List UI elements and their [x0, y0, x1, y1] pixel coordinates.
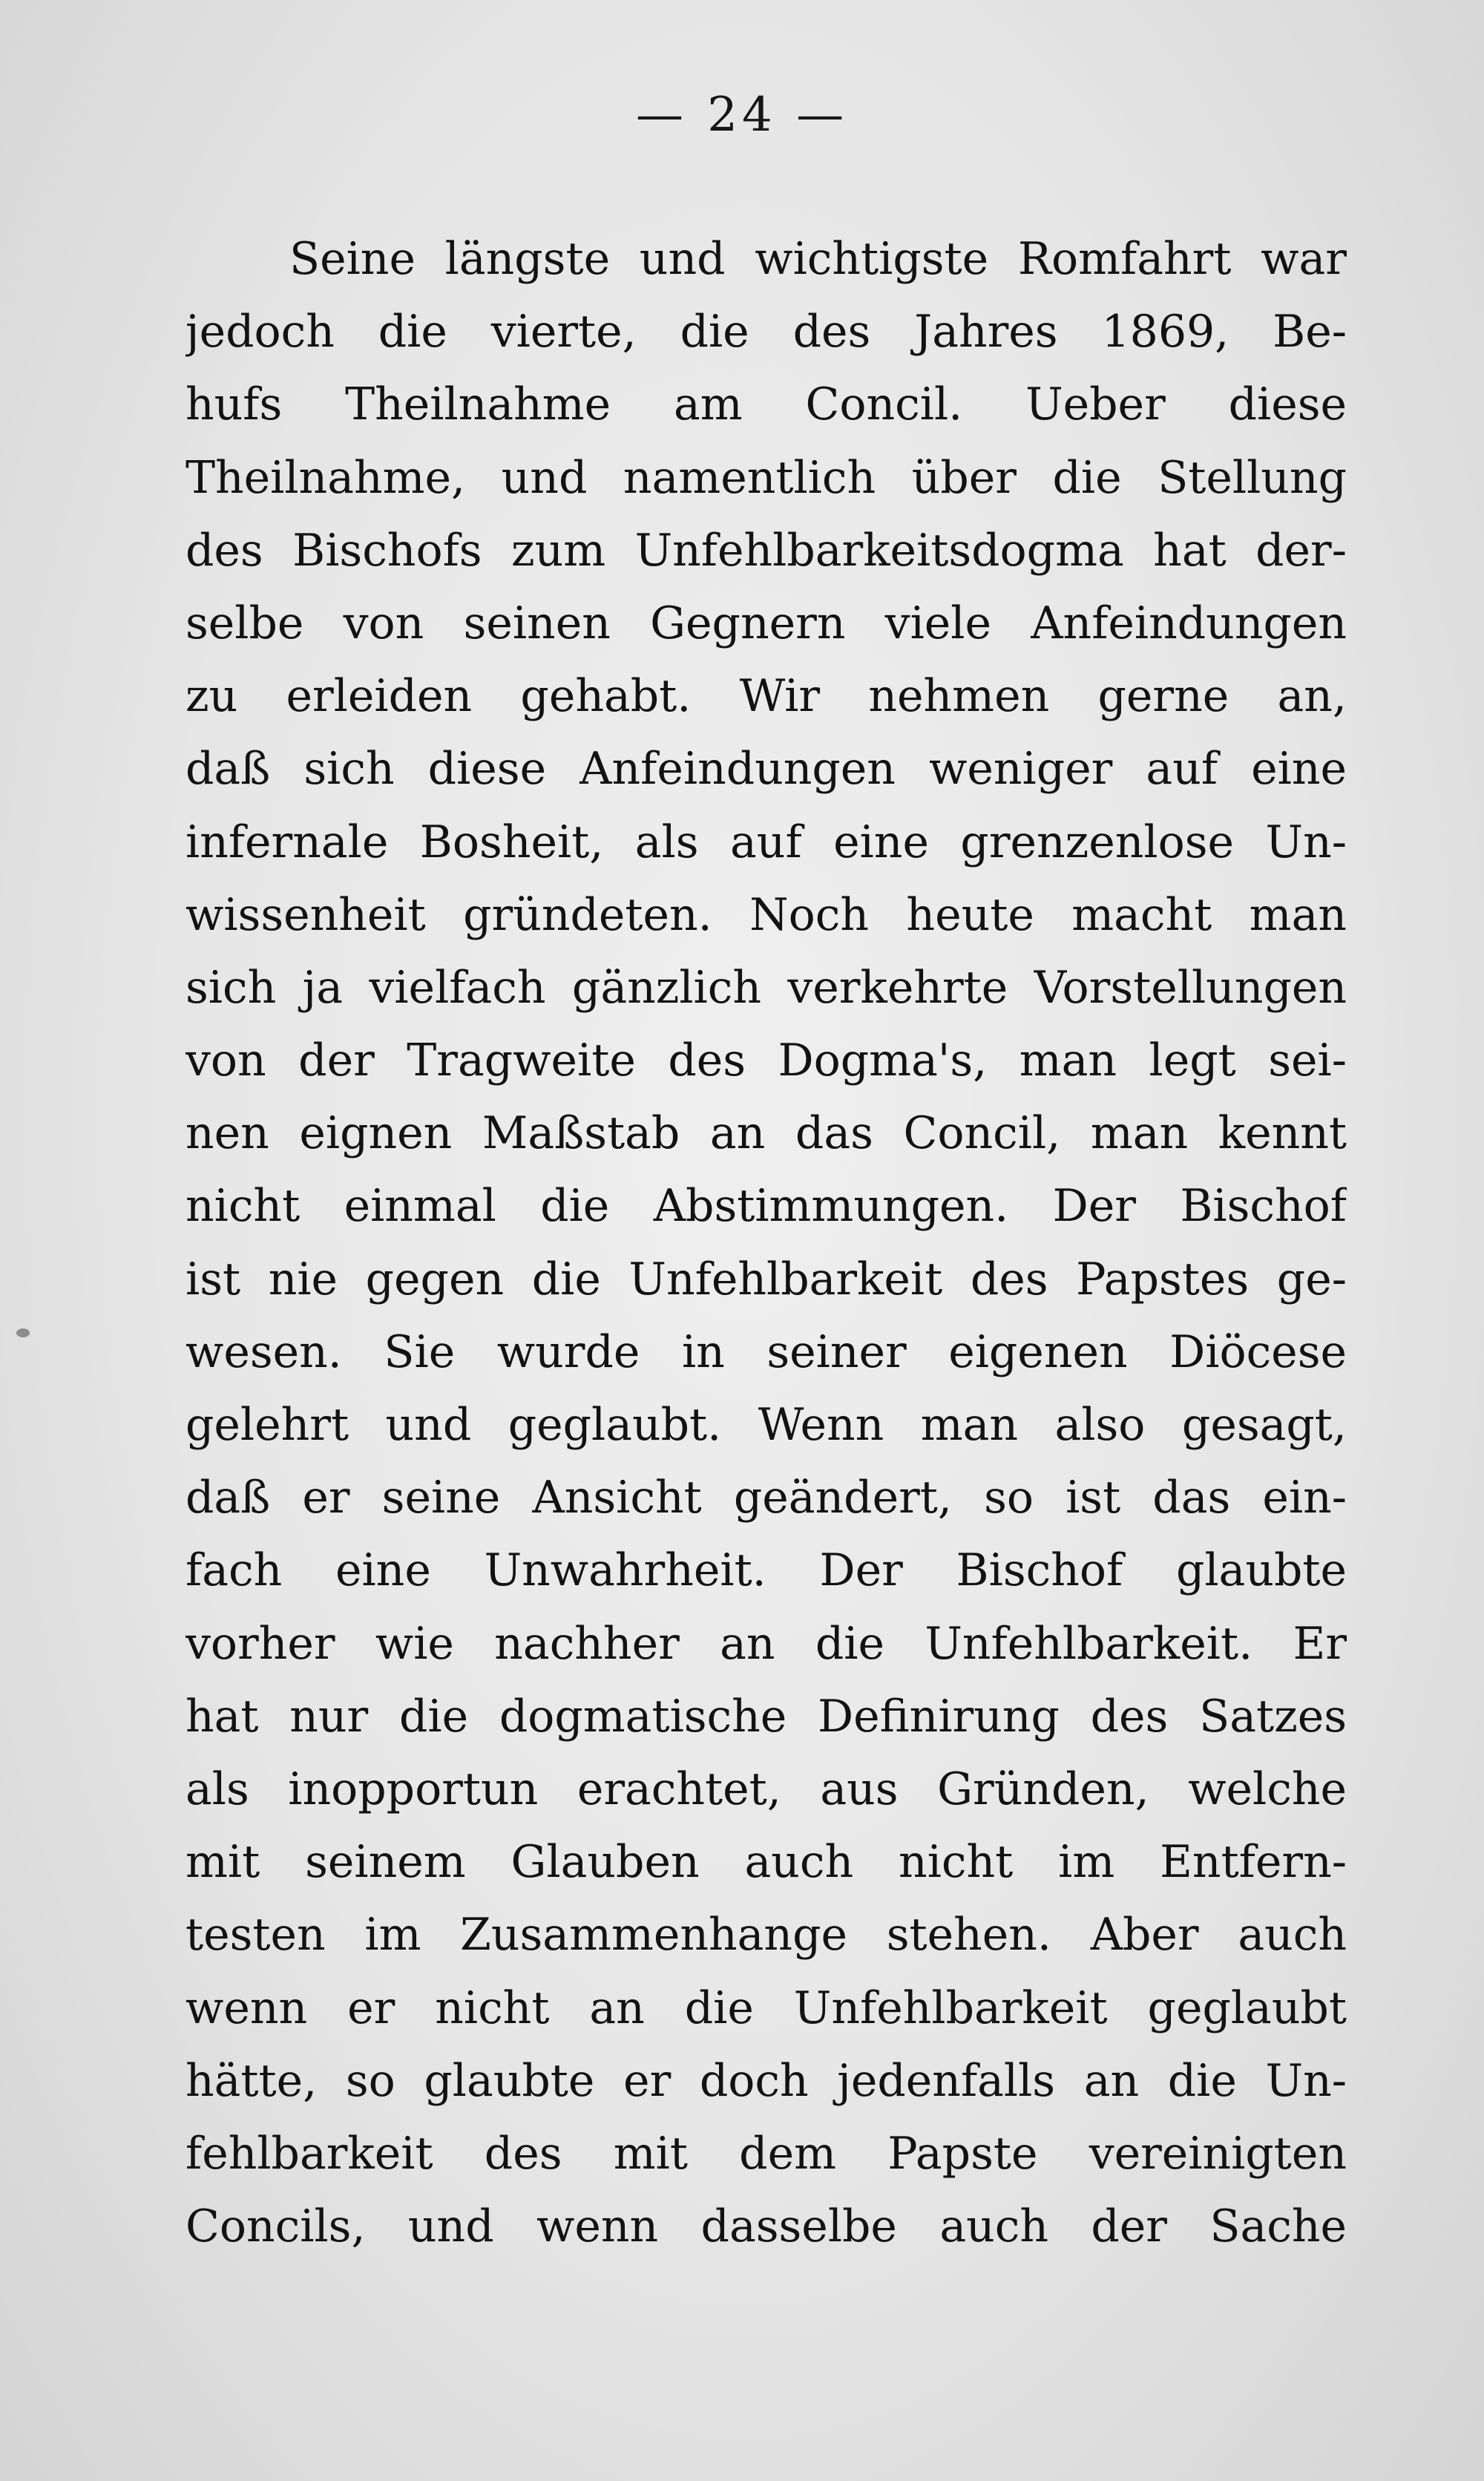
page-number: — 24 —	[635, 88, 849, 142]
text-line-9: infernale Bosheit, als auf eine grenzenlose Un-	[186, 816, 1347, 868]
text-line-21: hat nur die dogmatische Definirung des Satzes	[186, 1690, 1347, 1743]
text-line-12: von der Tragweite des Dogma's, man legt sei-	[186, 1035, 1347, 1087]
text-line-10: wissenheit gründeten. Noch heute macht man	[186, 888, 1347, 941]
paper-speck	[16, 1328, 30, 1337]
text-line-17: gelehrt und geglaubt. Wenn man also gesagt,	[186, 1399, 1347, 1451]
text-line-28: Concils, und wenn dasselbe auch der Sache	[186, 2200, 1347, 2253]
text-line-20: vorher wie nachher an die Unfehlbarkeit. Er	[186, 1617, 1347, 1670]
text-line-18: daß er seine Ansicht geändert, so ist das ein-	[186, 1472, 1347, 1524]
text-line-19: fach eine Unwahrheit. Der Bischof glaubte	[186, 1544, 1347, 1597]
text-line-4: Theilnahme, und namentlich über die Stellung	[186, 451, 1347, 504]
text-line-3: hufs Theilnahme am Concil. Ueber diese	[186, 378, 1347, 431]
text-line-14: nicht einmal die Abstimmungen. Der Bischof	[186, 1180, 1347, 1233]
text-line-7: zu erleiden gehabt. Wir nehmen gerne an,	[186, 670, 1347, 723]
text-line-2: jedoch die vierte, die des Jahres 1869, Be-	[186, 306, 1347, 358]
text-line-8: daß sich diese Anfeindungen weniger auf eine	[186, 743, 1347, 796]
text-line-25: wenn er nicht an die Unfehlbarkeit geglaubt	[186, 1982, 1347, 2034]
text-line-15: ist nie gegen die Unfehlbarkeit des Papstes ge-	[186, 1253, 1347, 1305]
text-line-11: sich ja vielfach gänzlich verkehrte Vorstellungen	[186, 961, 1347, 1014]
text-line-23: mit seinem Glauben auch nicht im Entfern-	[186, 1836, 1347, 1889]
text-line-6: selbe von seinen Gegnern viele Anfeindungen	[186, 597, 1347, 649]
body-text	[186, 223, 1347, 2263]
text-line-27: fehlbarkeit des mit dem Papste vereinigten	[186, 2127, 1347, 2180]
text-line-16: wesen. Sie wurde in seiner eigenen Diöcese	[186, 1325, 1347, 1378]
text-line-22: als inopportun erachtet, aus Gründen, welche	[186, 1763, 1347, 1815]
text-line-24: testen im Zusammenhange stehen. Aber auch	[186, 1909, 1347, 1961]
text-line-13: nen eignen Maßstab an das Concil, man kennt	[186, 1107, 1347, 1160]
text-line-1: Seine längste und wichtigste Romfahrt war	[289, 233, 1347, 285]
text-line-26: hätte, so glaubte er doch jedenfalls an die Un-	[186, 2054, 1347, 2107]
text-line-5: des Bischofs zum Unfehlbarkeitsdogma hat der-	[186, 524, 1347, 577]
